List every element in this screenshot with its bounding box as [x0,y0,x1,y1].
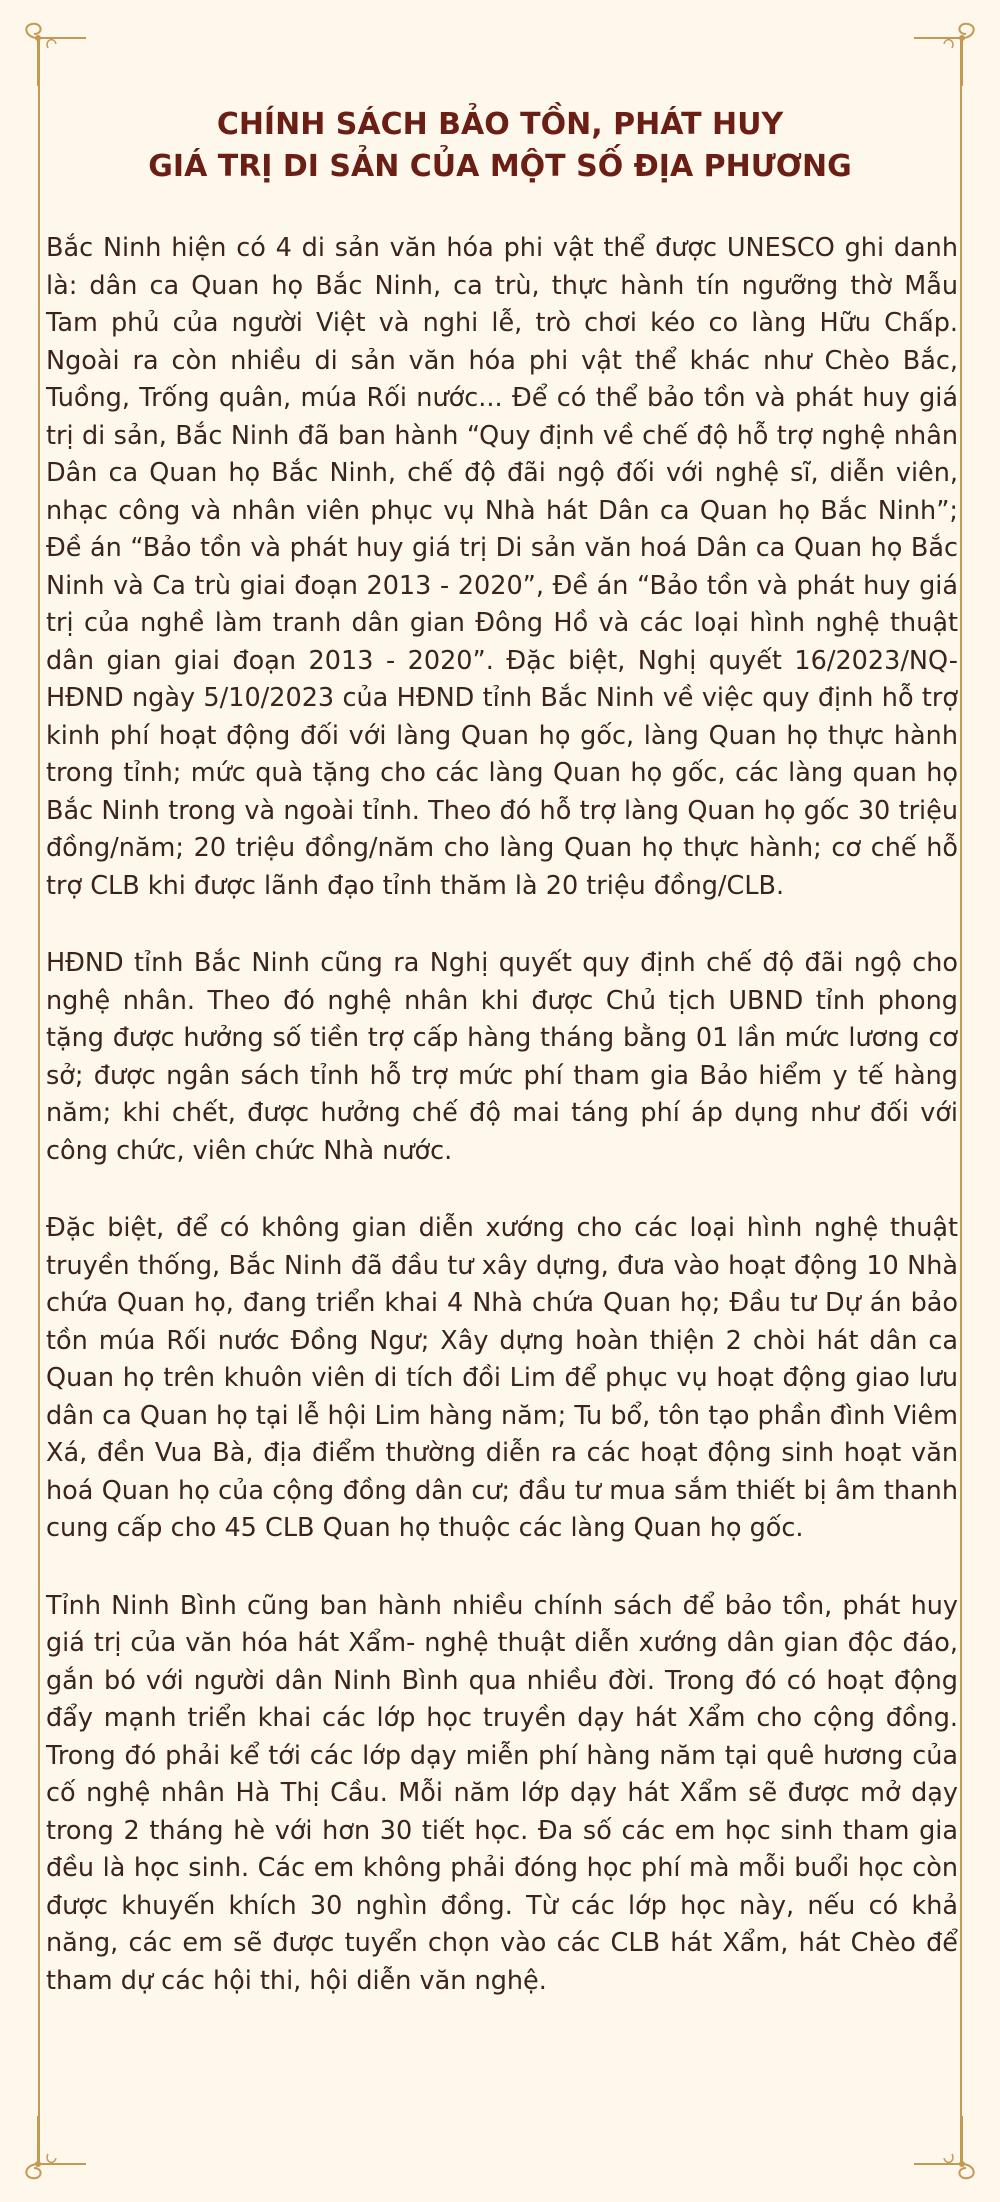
page-title [80,104,920,188]
corner-ornament-top-right-icon [912,18,982,88]
article-body [46,230,958,2040]
title-line-1: CHÍNH SÁCH BẢO TỒN, PHÁT HUY [216,107,784,142]
frame-border-right [960,40,962,2162]
paragraph-1: Bắc Ninh hiện có 4 di sản văn hóa phi vật thể được UNESCO ghi danh là: dân ca Quan họ Bắc Ninh, ca trù, thực hành tín ngưỡng thờ Mẫu Tam phủ của người Việt và nghi lễ, trò chơi kéo co làng Hữu Chấp. Ngoài ra còn nhiều di sản văn hóa phi vật thể khác như Chèo Bắc, Tuồng, Trống quân, múa Rối nước... Để có thể bảo tồn và phát huy giá trị di sản, Bắc Ninh đã ban hành “Quy định về chế độ hỗ trợ nghệ nhân Dân ca Quan họ Bắc Ninh, chế độ đãi ngộ đối với nghệ sĩ, diễn viên, nhạc công và nhân viên phục vụ Nhà hát Dân ca Quan họ Bắc Ninh”; Đề án “Bảo tồn và phát huy giá trị Di sản văn hoá Dân ca Quan họ Bắc Ninh và Ca trù giai đoạn 2013 - 2020”, Đề án “Bảo tồn và phát huy giá trị của nghề làm tranh dân gian Đông Hồ và các loại hình nghệ thuật dân gian giai đoạn 2013 - 2020”. Đặc biệt, Nghị quyết 16/2023/NQ- HĐND ngày 5/10/2023 của HĐND tỉnh Bắc Ninh về việc quy định hỗ trợ kinh phí hoạt động đối với làng Quan họ gốc, làng Quan họ thực hành trong tỉnh; mức quà tặng cho các làng Quan họ gốc, các làng quan họ Bắc Ninh trong và ngoài tỉnh. Theo đó hỗ trợ làng Quan họ gốc 30 triệu đồng/năm; 20 triệu đồng/năm cho làng Quan họ thực hành; cơ chế hỗ trợ CLB khi được lãnh đạo tỉnh thăm là 20 triệu đồng/CLB. [46,233,958,901]
paragraph-2: HĐND tỉnh Bắc Ninh cũng ra Nghị quyết quy định chế độ đãi ngộ cho nghệ nhân. Theo đó nghệ nhân khi được Chủ tịch UBND tỉnh phong tặng được hưởng số tiền trợ cấp hàng tháng bằng 01 lần mức lương cơ sở; được ngân sách tỉnh hỗ trợ mức phí tham gia Bảo hiểm y tế hàng năm; khi chết, được hưởng chế độ mai táng phí áp dụng như đối với công chức, viên chức Nhà nước. [46,948,958,1166]
corner-ornament-bottom-left-icon [18,2114,88,2184]
corner-ornament-top-left-icon [18,18,88,88]
corner-ornament-bottom-right-icon [912,2114,982,2184]
paragraph-3: Đặc biệt, để có không gian diễn xướng cho các loại hình nghệ thuật truyền thống, Bắc Ninh đã đầu tư xây dựng, đưa vào hoạt động 10 Nhà chứa Quan họ, đang triển khai 4 Nhà chứa Quan họ; Đầu tư Dự án bảo tồn múa Rối nước Đồng Ngư; Xây dựng hoàn thiện 2 chòi hát dân ca Quan họ trên khuôn viên di tích đồi Lim để phục vụ hoạt động giao lưu dân ca Quan họ tại lễ hội Lim hàng năm; Tu bổ, tôn tạo phần đình Viêm Xá, đền Vua Bà, địa điểm thường diễn ra các hoạt động sinh hoạt văn hoá Quan họ của cộng đồng dân cư; đầu tư mua sắm thiết bị âm thanh cung cấp cho 45 CLB Quan họ thuộc các làng Quan họ gốc. [46,1213,958,1543]
title-line-2: GIÁ TRỊ DI SẢN CỦA MỘT SỐ ĐỊA PHƯƠNG [148,149,852,184]
frame-border-left [38,40,40,2162]
paragraph-4: Tỉnh Ninh Bình cũng ban hành nhiều chính sách để bảo tồn, phát huy giá trị của văn hóa hát Xẩm- nghệ thuật diễn xướng dân gian độc đáo, gắn bó với người dân Ninh Bình qua nhiều đời. Trong đó có hoạt động đẩy mạnh triển khai các lớp học truyền dạy hát Xẩm cho cộng đồng. Trong đó phải kể tới các lớp dạy miễn phí hàng năm tại quê hương của cố nghệ nhân Hà Thị Cầu. Mỗi năm lớp dạy hát Xẩm sẽ được mở dạy trong 2 tháng hè với hơn 30 tiết học. Đa số các em học sinh tham gia đều là học sinh. Các em không phải đóng học phí mà mỗi buổi học còn được khuyến khích 30 nghìn đồng. Từ các lớp học này, nếu có khả năng, các em sẽ được tuyển chọn vào các CLB hát Xẩm, hát Chèo để tham dự các hội thi, hội diễn văn nghệ. [46,1590,958,1996]
